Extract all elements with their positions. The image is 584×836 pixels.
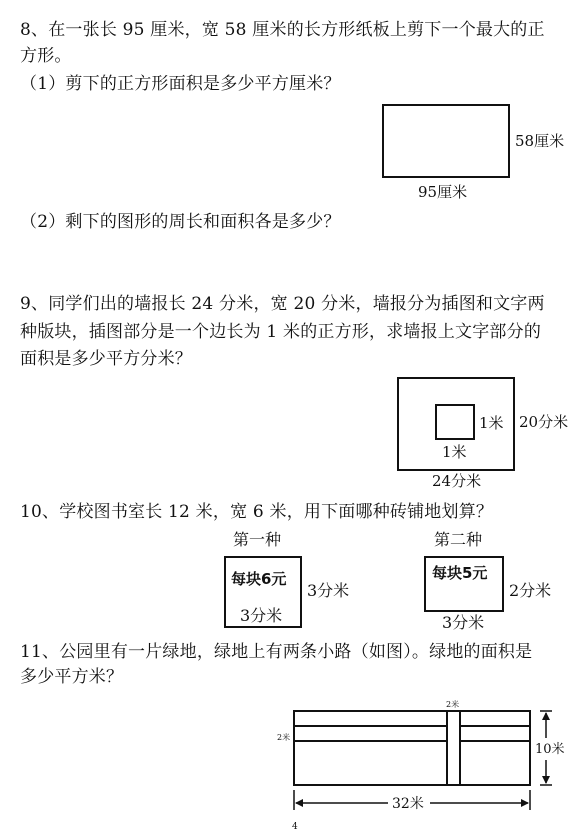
q8-length-label: 95厘米	[418, 183, 468, 201]
q8-text-line2: 方形。	[20, 46, 72, 66]
length-dim-arrow-right	[521, 799, 529, 807]
q11-text-line2: 多少平方米？	[20, 667, 124, 687]
vertical-road-gap	[447, 712, 460, 784]
q8-width-label: 58厘米	[515, 132, 565, 150]
q8-subquestion-2: （2）剩下的图形的周长和面积各是多少？	[20, 212, 341, 232]
q9-inner-side-label: 1米	[479, 414, 504, 432]
q9-width-label: 20分米	[519, 413, 569, 431]
q8-text-line1: 8、在一张长 95 厘米，宽 58 厘米的长方形纸板上剪下一个最大的正	[20, 20, 545, 40]
tile1-title: 第一种	[233, 530, 282, 549]
q11-length-label: 32米	[392, 796, 424, 812]
height-dim-arrow-down	[542, 776, 550, 784]
q11-height-label: 10米	[535, 742, 565, 757]
q9-text-line1: 9、同学们出的墙报长 24 分米，宽 20 分米，墙报分为插图和文字两	[20, 294, 545, 314]
tile1-bottom-label: 3分米	[240, 606, 283, 625]
q9-text-line3: 面积是多少平方分米？	[20, 349, 192, 369]
height-dim-arrow-up	[542, 712, 550, 720]
tile1-side-label: 3分米	[307, 581, 350, 600]
q9-length-label: 24分米	[432, 472, 482, 490]
length-dim-arrow-left	[295, 799, 303, 807]
q9-text-line2: 种版块，插图部分是一个边长为 1 米的正方形，求墙报上文字部分的	[20, 322, 542, 342]
tile2-side-label: 2分米	[509, 581, 552, 600]
tile2-bottom-label: 3分米	[442, 613, 485, 632]
tile2-title: 第二种	[434, 530, 483, 549]
q10-text-line1: 10、学校图书室长 12 米，宽 6 米，用下面哪种砖铺地划算？	[20, 502, 494, 522]
q9-inner-bottom-label: 1米	[442, 443, 467, 461]
tile1-price: 每块6元	[231, 570, 287, 588]
q8-subquestion-1: （1）剪下的正方形面积是多少平方厘米？	[20, 74, 341, 94]
q11-left-road-label: 2米	[277, 733, 291, 742]
tile2-price: 每块5元	[432, 564, 488, 582]
park-outline	[294, 711, 530, 785]
q11-top-road-label: 2米	[446, 700, 460, 709]
q11-text-line1: 11、公园里有一片绿地，绿地上有两条小路（如图）。绿地的面积是	[20, 642, 533, 662]
page-number: 4	[292, 822, 298, 832]
